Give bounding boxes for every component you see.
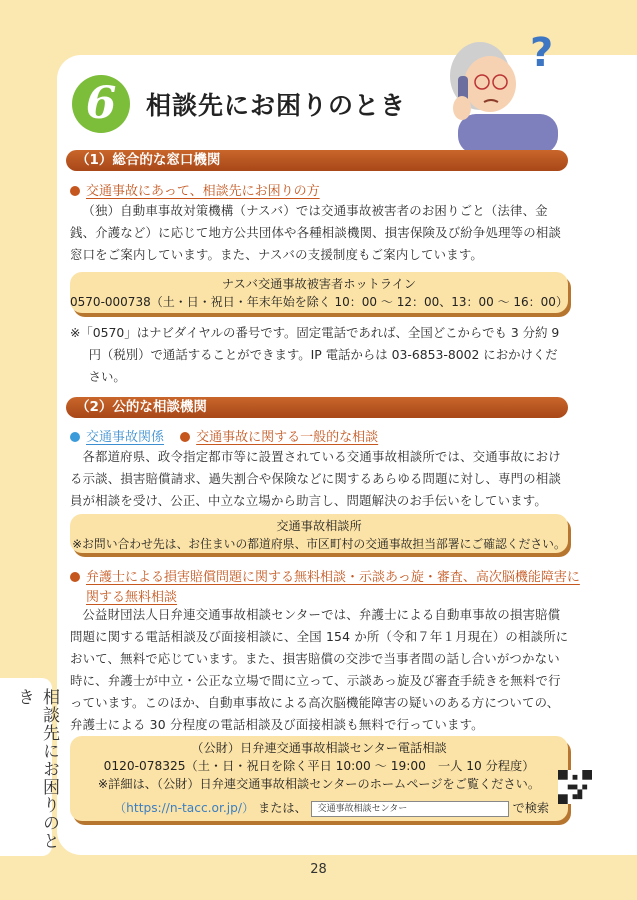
center-note: ※詳細は、（公財）日弁連交通事故相談センターのホームページをご覧ください。 bbox=[97, 777, 541, 791]
section-1-subheading bbox=[70, 180, 320, 199]
search-suffix: で検索 bbox=[512, 801, 550, 815]
center-url-link[interactable]: （https://n-tacc.or.jp/） bbox=[114, 801, 255, 815]
worried-person-illustration bbox=[438, 28, 568, 153]
search-keyword-box: 交通事故相談センター bbox=[311, 801, 509, 817]
hotline-number: 0570-000738（土・日・祝日・年末年始を除く 10：00 ～ 12：00、13：00 ～ 16：00） bbox=[70, 295, 568, 309]
center-web-row bbox=[70, 799, 568, 817]
subheading-text: 交通事故にあって、相談先にお困りの方 bbox=[86, 184, 320, 199]
section-1-paragraph: （独）自動車事故対策機構（ナスバ）では交通事故被害者のお困りごと（法律、金銭、介護など）に応じて地方公共団体や各種相談機関、損害保険及び紛争処理等の相談窓口をご案内しています。また、ナスバの支援制度もご案内しています。 bbox=[70, 203, 562, 262]
side-tab-label: 相談先にお困りのとき bbox=[14, 688, 59, 850]
section-2-heading: （2）公的な相談機関 bbox=[66, 397, 568, 418]
subheading-text: 弁護士による損害賠償問題に関する無料相談・示談あっ旋・審査、高次脳機能障害に関する無料相談 bbox=[86, 570, 580, 605]
qr-code-icon bbox=[558, 770, 592, 804]
page-number: 28 bbox=[310, 862, 327, 877]
or-text: または、 bbox=[258, 801, 307, 815]
nichibenren-box bbox=[70, 736, 568, 821]
subheading-text: 交通事故に関する一般的な相談 bbox=[196, 430, 379, 445]
subheading-text: 交通事故関係 bbox=[86, 430, 165, 445]
center-phone: 0120-078325（土・日・祝日を除く平日 10:00 ～ 19:00 一人 10 分程度） bbox=[103, 759, 535, 773]
side-index-tab bbox=[0, 678, 59, 856]
chapter-number: 6 bbox=[72, 75, 130, 133]
center-title: （公財）日弁連交通事故相談センター電話相談 bbox=[191, 741, 447, 755]
section-2-lawyer-subheading bbox=[70, 568, 581, 608]
bullet-icon bbox=[70, 572, 80, 582]
bullet-icon bbox=[70, 432, 80, 442]
bullet-icon bbox=[180, 432, 190, 442]
office-note: ※お問い合わせ先は、お住まいの都道府県、市区町村の交通事故担当部署にご確認ください。 bbox=[72, 537, 566, 551]
section-2-paragraph: 各都道府県、政令指定都市等に設置されている交通事故相談所では、交通事故における示談、損害賠償請求、過失割合や保険などに関するあらゆる問題に対し、専門の相談員が相談を受け、公正、中立な立場から助言し、問題解決のお手伝いをしています。 bbox=[70, 449, 562, 508]
page-title: 相談先にお困りのとき bbox=[146, 91, 407, 120]
consultation-office-box bbox=[70, 514, 568, 553]
office-title: 交通事故相談所 bbox=[276, 519, 362, 533]
section-2-subheadings bbox=[70, 426, 378, 445]
bullet-icon bbox=[70, 186, 80, 196]
nasva-hotline-box bbox=[70, 272, 568, 313]
section-2-lawyer-paragraph: 公益財団法人日弁連交通事故相談センターでは、弁護士による自動車事故の損害賠償問題に関する電話相談及び面接相談に、全国 154 か所（令和７年１月現在）の相談所において、無料で応じています。また、損害賠償の交渉で当事者間の話し合いがつかない時に、弁護士が中立・公正な立場で間に立って、示談あっ旋及び審査手続きを無料で行っています。このほか、自動車事故による高次脳機能障害の疑いのある方についての、弁護士による 30 分程度の電話相談及び面接相談も無料で行っています。 bbox=[70, 607, 569, 732]
section-1-heading: （1）総合的な窓口機関 bbox=[66, 150, 568, 171]
navidial-note: ※「0570」はナビダイヤルの番号です。固定電話であれば、全国どこからでも 3 分約 9 円（税別）で通話することができます。IP 電話からは 03-6853-8002 におかけください。 bbox=[70, 325, 560, 384]
svg-text:?: ? bbox=[530, 30, 554, 76]
hotline-title: ナスバ交通事故被害者ホットライン bbox=[221, 277, 417, 291]
